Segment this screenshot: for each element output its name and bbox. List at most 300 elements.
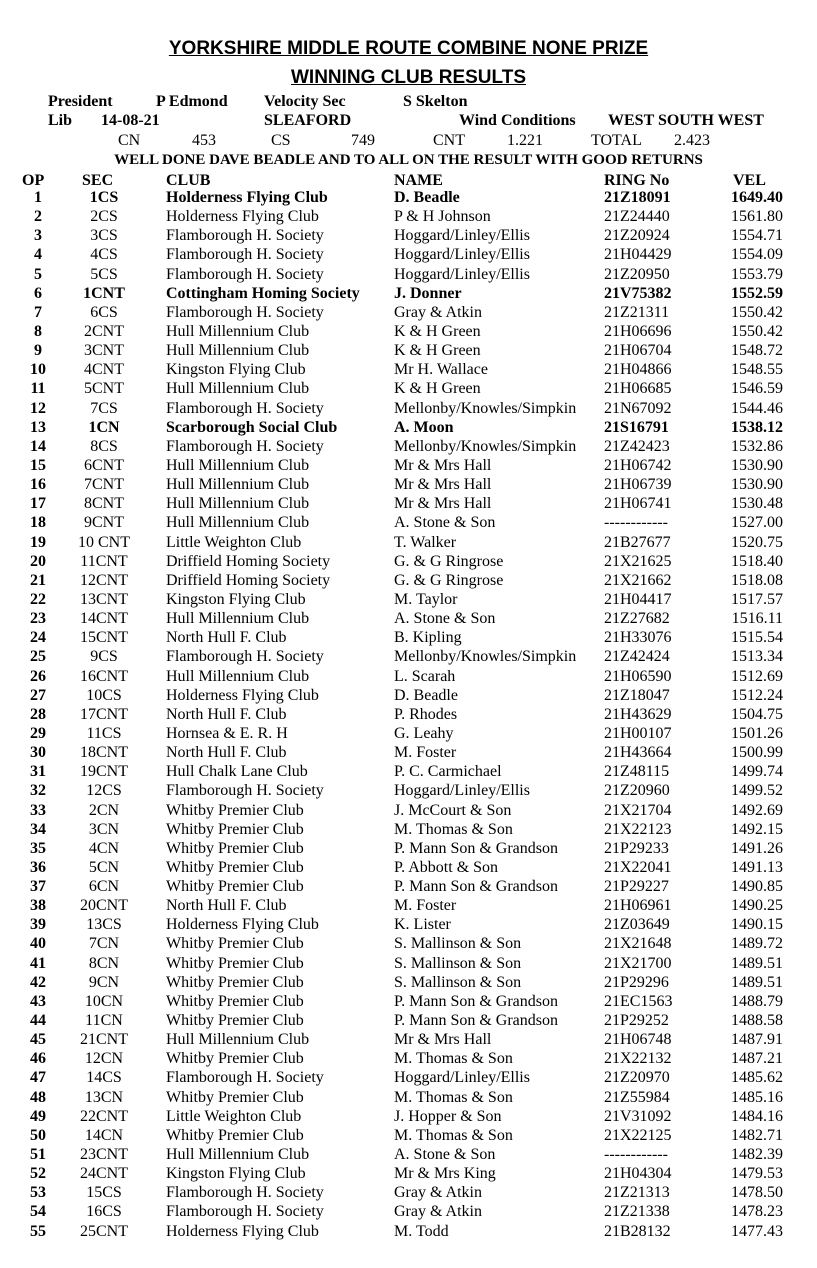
velocity-cell: 1527.00 xyxy=(731,514,783,532)
club-cell: Hull Chalk Lane Club xyxy=(166,763,308,781)
club-cell: Whitby Premier Club xyxy=(166,878,304,896)
name-cell: G. Leahy xyxy=(394,724,454,742)
name-cell: J. Hopper & Son xyxy=(394,1107,502,1125)
position-cell: 39 xyxy=(30,916,46,934)
table-row xyxy=(0,820,817,839)
section-cell: 8CN xyxy=(88,954,120,972)
club-cell: Flamborough H. Society xyxy=(166,1184,324,1202)
position-cell: 34 xyxy=(30,820,46,838)
ring-number-cell: 21Z20970 xyxy=(604,1069,670,1087)
ring-number-cell: 21Z18091 xyxy=(604,189,671,206)
position-cell: 46 xyxy=(30,1050,46,1068)
table-row xyxy=(0,284,817,303)
club-cell: Flamborough H. Society xyxy=(166,246,324,264)
velocity-cell: 1553.79 xyxy=(731,265,783,283)
ring-number-cell: 21X22125 xyxy=(604,1126,672,1144)
velocity-cell: 1485.16 xyxy=(731,1088,783,1106)
position-cell: 21 xyxy=(30,571,46,589)
section-cell: 11CS xyxy=(86,724,122,742)
position-cell: 23 xyxy=(30,610,46,628)
velocity-cell: 1548.72 xyxy=(731,342,783,360)
club-cell: Whitby Premier Club xyxy=(166,1088,304,1106)
club-cell: Hull Millennium Club xyxy=(166,495,310,513)
club-cell: Flamborough H. Society xyxy=(166,227,324,245)
velocity-cell: 1478.23 xyxy=(731,1203,783,1221)
name-cell: T. Walker xyxy=(394,533,457,551)
position-cell: 24 xyxy=(30,629,46,647)
ring-number-cell: 21H06685 xyxy=(604,380,672,398)
club-cell: Flamborough H. Society xyxy=(166,1069,324,1087)
position-cell: 12 xyxy=(30,399,46,417)
section-cell: 16CNT xyxy=(80,667,128,685)
position-cell: 52 xyxy=(30,1165,46,1183)
section-cell: 4CS xyxy=(90,246,118,264)
club-cell: Little Weighton Club xyxy=(166,1107,302,1125)
velocity-cell: 1538.12 xyxy=(731,418,783,436)
club-cell: Hull Millennium Club xyxy=(166,456,310,474)
wind-label: Wind Conditions xyxy=(459,112,576,129)
club-cell: North Hull F. Club xyxy=(166,705,287,723)
section-cell: 2CN xyxy=(88,801,120,819)
section-cell: 12CNT xyxy=(80,571,128,589)
table-row xyxy=(0,475,817,494)
name-cell: M. Thomas & Son xyxy=(394,820,513,838)
ring-number-cell: 21H04304 xyxy=(604,1165,672,1183)
club-cell: Hull Millennium Club xyxy=(166,667,310,685)
table-row xyxy=(0,303,817,322)
section-cell: 22CNT xyxy=(80,1107,128,1125)
position-cell: 25 xyxy=(30,648,46,666)
name-cell: L. Scarah xyxy=(394,667,456,685)
table-row xyxy=(0,934,817,953)
position-cell: 6 xyxy=(34,284,42,302)
velocity-cell: 1490.15 xyxy=(731,916,783,934)
section-cell: 11CN xyxy=(85,1012,123,1030)
name-cell: Hoggard/Linley/Ellis xyxy=(394,1069,530,1087)
position-cell: 37 xyxy=(30,878,46,896)
ring-number-cell: 21B27677 xyxy=(604,533,671,551)
position-cell: 27 xyxy=(30,686,46,704)
section-cell: 13CN xyxy=(84,1088,124,1106)
position-cell: 16 xyxy=(30,476,46,494)
table-row xyxy=(0,265,817,284)
name-cell: P. Mann Son & Grandson xyxy=(394,1012,559,1030)
position-cell: 30 xyxy=(30,744,46,762)
ring-number-cell: 21Z48115 xyxy=(604,763,670,781)
club-cell: Kingston Flying Club xyxy=(166,590,306,608)
ring-number-cell: ------------ xyxy=(604,514,668,532)
section-cell: 14CN xyxy=(84,1126,124,1144)
ring-number-cell: 21H06742 xyxy=(604,456,672,474)
name-cell: A. Stone & Son xyxy=(394,610,496,628)
section-cell: 4CN xyxy=(88,839,120,857)
section-cell: 1CNT xyxy=(83,284,125,302)
position-cell: 11 xyxy=(30,380,46,398)
section-cell: 9CNT xyxy=(84,514,124,532)
section-cell: 3CNT xyxy=(84,342,124,360)
name-cell: J. McCourt & Son xyxy=(394,801,512,819)
position-cell: 45 xyxy=(30,1031,46,1049)
table-row xyxy=(0,1222,817,1241)
ring-number-cell: 21S16791 xyxy=(604,418,669,436)
table-row xyxy=(0,973,817,992)
header-op: OP xyxy=(22,172,45,189)
ring-number-cell: 21X22041 xyxy=(604,858,672,876)
position-cell: 4 xyxy=(34,246,42,264)
club-cell: North Hull F. Club xyxy=(166,629,287,647)
section-cell: 14CS xyxy=(86,1069,122,1087)
club-cell: Hull Millennium Club xyxy=(166,322,310,340)
section-cell: 25CNT xyxy=(80,1222,128,1240)
position-cell: 51 xyxy=(30,1146,46,1164)
section-cell: 10CN xyxy=(84,992,124,1010)
velocity-cell: 1515.54 xyxy=(731,629,783,647)
name-cell: M. Foster xyxy=(394,897,457,915)
position-cell: 1 xyxy=(34,189,42,206)
header-ring: RING No xyxy=(604,172,670,189)
ring-number-cell: 21H06739 xyxy=(604,476,672,494)
position-cell: 33 xyxy=(30,801,46,819)
position-cell: 40 xyxy=(30,935,46,953)
club-cell: Holderness Flying Club xyxy=(166,1222,319,1240)
cs-label: CS xyxy=(271,132,291,149)
section-cell: 15CS xyxy=(86,1184,122,1202)
section-cell: 8CS xyxy=(90,437,118,455)
position-cell: 38 xyxy=(30,897,46,915)
ring-number-cell: 21Z20960 xyxy=(604,782,670,800)
ring-number-cell: 21H00107 xyxy=(604,724,672,742)
congratulations-message: WELL DONE DAVE BEADLE AND TO ALL ON THE RESULT WITH GOOD RETURNS xyxy=(114,152,703,168)
section-cell: 21CNT xyxy=(80,1031,128,1049)
club-cell: Whitby Premier Club xyxy=(166,954,304,972)
velocity-cell: 1487.91 xyxy=(731,1031,783,1049)
cnt-value: 1.221 xyxy=(507,132,543,149)
section-cell: 1CN xyxy=(88,418,120,436)
table-row xyxy=(0,667,817,686)
ring-number-cell: 21Z42424 xyxy=(604,648,670,666)
velocity-cell: 1518.40 xyxy=(731,552,783,570)
velocity-cell: 1501.26 xyxy=(731,724,783,742)
ring-number-cell: 21X22123 xyxy=(604,820,672,838)
club-cell: Hull Millennium Club xyxy=(166,476,310,494)
total-label: TOTAL xyxy=(591,132,642,149)
section-cell: 5CNT xyxy=(84,380,124,398)
position-cell: 42 xyxy=(30,973,46,991)
ring-number-cell: 21H06961 xyxy=(604,897,672,915)
table-row xyxy=(0,1183,817,1202)
table-row xyxy=(0,1202,817,1221)
section-cell: 1CS xyxy=(89,189,119,206)
results-table xyxy=(0,188,817,1241)
club-cell: Whitby Premier Club xyxy=(166,1126,304,1144)
club-cell: Flamborough H. Society xyxy=(166,648,324,666)
table-row xyxy=(0,1011,817,1030)
name-cell: S. Mallinson & Son xyxy=(394,954,522,972)
name-cell: J. Donner xyxy=(394,284,462,302)
club-cell: Hull Millennium Club xyxy=(166,610,310,628)
position-cell: 17 xyxy=(30,495,46,513)
club-cell: Hull Millennium Club xyxy=(166,380,310,398)
club-cell: Flamborough H. Society xyxy=(166,1203,324,1221)
cnt-label: CNT xyxy=(433,132,465,149)
section-cell: 15CNT xyxy=(80,629,128,647)
name-cell: P & H Johnson xyxy=(394,208,491,226)
club-cell: North Hull F. Club xyxy=(166,744,287,762)
ring-number-cell: 21Z20950 xyxy=(604,265,670,283)
position-cell: 14 xyxy=(30,437,46,455)
cn-label: CN xyxy=(118,132,141,149)
name-cell: M. Taylor xyxy=(394,590,458,608)
header-name: NAME xyxy=(394,172,443,189)
section-cell: 23CNT xyxy=(80,1146,128,1164)
ring-number-cell: ------------ xyxy=(604,1146,668,1164)
table-row xyxy=(0,188,817,207)
ring-number-cell: 21X21704 xyxy=(604,801,672,819)
velocity-cell: 1530.90 xyxy=(731,456,783,474)
position-cell: 53 xyxy=(30,1184,46,1202)
ring-number-cell: 21Z03649 xyxy=(604,916,670,934)
velocity-cell: 1478.50 xyxy=(731,1184,783,1202)
velocity-cell: 1518.08 xyxy=(731,571,783,589)
club-cell: Holderness Flying Club xyxy=(166,189,328,206)
ring-number-cell: 21V75382 xyxy=(604,284,672,302)
section-cell: 10 CNT xyxy=(78,533,130,551)
name-cell: Hoggard/Linley/Ellis xyxy=(394,265,530,283)
name-cell: P. Mann Son & Grandson xyxy=(394,878,559,896)
table-row xyxy=(0,513,817,532)
table-row xyxy=(0,647,817,666)
ring-number-cell: 21N67092 xyxy=(604,399,672,417)
club-cell: Hull Millennium Club xyxy=(166,514,310,532)
section-cell: 6CN xyxy=(88,878,120,896)
velocity-cell: 1530.48 xyxy=(731,495,783,513)
president-label: President xyxy=(48,93,113,110)
velocity-cell: 1552.59 xyxy=(731,284,783,302)
name-cell: K. Lister xyxy=(394,916,451,934)
ring-number-cell: 21Z27682 xyxy=(604,610,670,628)
ring-number-cell: 21H04417 xyxy=(604,590,672,608)
name-cell: K & H Green xyxy=(394,342,481,360)
table-row xyxy=(0,494,817,513)
velocity-cell: 1649.40 xyxy=(731,189,783,206)
table-row xyxy=(0,954,817,973)
name-cell: G. & G Ringrose xyxy=(394,571,504,589)
club-cell: Kingston Flying Club xyxy=(166,1165,306,1183)
velocity-cell: 1492.15 xyxy=(731,820,783,838)
velocity-cell: 1544.46 xyxy=(731,399,783,417)
velocity-cell: 1489.72 xyxy=(731,935,783,953)
section-cell: 9CS xyxy=(90,648,118,666)
position-cell: 18 xyxy=(30,514,46,532)
velocity-cell: 1532.86 xyxy=(731,437,783,455)
section-cell: 2CS xyxy=(90,208,118,226)
table-row xyxy=(0,437,817,456)
table-row xyxy=(0,762,817,781)
position-cell: 19 xyxy=(30,533,46,551)
position-cell: 41 xyxy=(30,954,46,972)
position-cell: 20 xyxy=(30,552,46,570)
section-cell: 11CNT xyxy=(80,552,128,570)
club-cell: Hull Millennium Club xyxy=(166,1031,310,1049)
section-cell: 7CN xyxy=(88,935,120,953)
velocity-cell: 1479.53 xyxy=(731,1165,783,1183)
club-cell: Whitby Premier Club xyxy=(166,1012,304,1030)
ring-number-cell: 21H06704 xyxy=(604,342,672,360)
name-cell: D. Beadle xyxy=(394,686,458,704)
name-cell: Mellonby/Knowles/Simpkin xyxy=(394,399,577,417)
section-cell: 7CNT xyxy=(84,476,124,494)
club-cell: Whitby Premier Club xyxy=(166,935,304,953)
position-cell: 44 xyxy=(30,1012,46,1030)
name-cell: P. Rhodes xyxy=(394,705,458,723)
velocity-cell: 1490.25 xyxy=(731,897,783,915)
name-cell: P. Mann Son & Grandson xyxy=(394,839,559,857)
header-club: CLUB xyxy=(166,172,211,189)
velocity-cell: 1488.79 xyxy=(731,992,783,1010)
lib-label: Lib xyxy=(48,112,73,129)
ring-number-cell: 21X22132 xyxy=(604,1050,672,1068)
position-cell: 7 xyxy=(34,303,42,321)
ring-number-cell: 21V31092 xyxy=(604,1107,672,1125)
ring-number-cell: 21H43629 xyxy=(604,705,672,723)
table-row xyxy=(0,1030,817,1049)
ring-number-cell: 21H06696 xyxy=(604,322,672,340)
president-value: P Edmond xyxy=(156,93,228,110)
position-cell: 29 xyxy=(30,724,46,742)
section-cell: 8CNT xyxy=(84,495,124,513)
section-cell: 14CNT xyxy=(80,610,128,628)
table-row xyxy=(0,686,817,705)
velocity-cell: 1554.71 xyxy=(731,227,783,245)
club-cell: Hull Millennium Club xyxy=(166,342,310,360)
liberation-location: SLEAFORD xyxy=(264,112,352,129)
name-cell: S. Mallinson & Son xyxy=(394,973,522,991)
velocity-cell: 1484.16 xyxy=(731,1107,783,1125)
table-row xyxy=(0,245,817,264)
ring-number-cell: 21H33076 xyxy=(604,629,672,647)
section-cell: 12CN xyxy=(84,1050,124,1068)
section-cell: 10CS xyxy=(86,686,122,704)
velocity-sec-label: Velocity Sec xyxy=(264,93,346,110)
name-cell: G. & G Ringrose xyxy=(394,552,504,570)
position-cell: 28 xyxy=(30,705,46,723)
ring-number-cell: 21H06741 xyxy=(604,495,672,513)
table-row xyxy=(0,1068,817,1087)
table-row xyxy=(0,552,817,571)
position-cell: 8 xyxy=(34,322,42,340)
club-cell: Flamborough H. Society xyxy=(166,303,324,321)
velocity-cell: 1520.75 xyxy=(731,533,783,551)
club-cell: Kingston Flying Club xyxy=(166,361,306,379)
velocity-cell: 1491.26 xyxy=(731,839,783,857)
club-cell: Holderness Flying Club xyxy=(166,916,319,934)
name-cell: Mr & Mrs Hall xyxy=(394,1031,492,1049)
club-cell: Hornsea & E. R. H xyxy=(166,724,288,742)
name-cell: Hoggard/Linley/Ellis xyxy=(394,246,530,264)
position-cell: 9 xyxy=(34,342,42,360)
table-row xyxy=(0,533,817,552)
ring-number-cell: 21Z21338 xyxy=(604,1203,670,1221)
ring-number-cell: 21P29233 xyxy=(604,839,669,857)
ring-number-cell: 21Z21311 xyxy=(604,303,670,321)
club-cell: Cottingham Homing Society xyxy=(166,284,360,302)
club-cell: Whitby Premier Club xyxy=(166,820,304,838)
position-cell: 47 xyxy=(30,1069,46,1087)
club-cell: Flamborough H. Society xyxy=(166,437,324,455)
cn-value: 453 xyxy=(192,132,216,149)
name-cell: Hoggard/Linley/Ellis xyxy=(394,227,530,245)
name-cell: K & H Green xyxy=(394,380,481,398)
table-row xyxy=(0,915,817,934)
name-cell: M. Thomas & Son xyxy=(394,1088,513,1106)
ring-number-cell: 21Z20924 xyxy=(604,227,670,245)
position-cell: 32 xyxy=(30,782,46,800)
name-cell: Mellonby/Knowles/Simpkin xyxy=(394,648,577,666)
position-cell: 43 xyxy=(30,992,46,1010)
position-cell: 35 xyxy=(30,839,46,857)
position-cell: 48 xyxy=(30,1088,46,1106)
name-cell: Mr H. Wallace xyxy=(394,361,488,379)
club-cell: Driffield Homing Society xyxy=(166,552,331,570)
position-cell: 22 xyxy=(30,590,46,608)
name-cell: Mr & Mrs Hall xyxy=(394,476,492,494)
club-cell: North Hull F. Club xyxy=(166,897,287,915)
club-cell: Flamborough H. Society xyxy=(166,265,324,283)
table-row xyxy=(0,705,817,724)
velocity-cell: 1550.42 xyxy=(731,303,783,321)
section-cell: 7CS xyxy=(90,399,118,417)
name-cell: Mr & Mrs Hall xyxy=(394,495,492,513)
table-row xyxy=(0,418,817,437)
ring-number-cell: 21X21700 xyxy=(604,954,672,972)
section-cell: 3CN xyxy=(88,820,120,838)
name-cell: K & H Green xyxy=(394,322,481,340)
velocity-cell: 1517.57 xyxy=(731,590,783,608)
velocity-cell: 1516.11 xyxy=(731,610,783,628)
name-cell: M. Thomas & Son xyxy=(394,1050,513,1068)
ring-number-cell: 21Z24440 xyxy=(604,208,670,226)
name-cell: A. Stone & Son xyxy=(394,1146,496,1164)
table-row xyxy=(0,1145,817,1164)
ring-number-cell: 21P29296 xyxy=(604,973,669,991)
header-sec: SEC xyxy=(82,172,114,189)
ring-number-cell: 21Z21313 xyxy=(604,1184,670,1202)
club-cell: Flamborough H. Society xyxy=(166,399,324,417)
table-row xyxy=(0,839,817,858)
table-row xyxy=(0,858,817,877)
velocity-sec-value: S Skelton xyxy=(403,93,468,110)
velocity-cell: 1492.69 xyxy=(731,801,783,819)
club-cell: Little Weighton Club xyxy=(166,533,302,551)
club-cell: Holderness Flying Club xyxy=(166,208,319,226)
section-cell: 6CNT xyxy=(84,456,124,474)
velocity-cell: 1513.34 xyxy=(731,648,783,666)
club-cell: Whitby Premier Club xyxy=(166,973,304,991)
velocity-cell: 1512.24 xyxy=(731,686,783,704)
club-cell: Scarborough Social Club xyxy=(166,418,338,436)
table-row xyxy=(0,628,817,647)
ring-number-cell: 21EC1563 xyxy=(604,992,673,1010)
velocity-cell: 1487.21 xyxy=(731,1050,783,1068)
table-row xyxy=(0,456,817,475)
ring-number-cell: 21P29252 xyxy=(604,1012,669,1030)
velocity-cell: 1482.39 xyxy=(731,1146,783,1164)
name-cell: A. Moon xyxy=(394,418,454,436)
name-cell: M. Foster xyxy=(394,744,457,762)
table-row xyxy=(0,1164,817,1183)
club-cell: Hull Millennium Club xyxy=(166,1146,310,1164)
ring-number-cell: 21Z55984 xyxy=(604,1088,670,1106)
